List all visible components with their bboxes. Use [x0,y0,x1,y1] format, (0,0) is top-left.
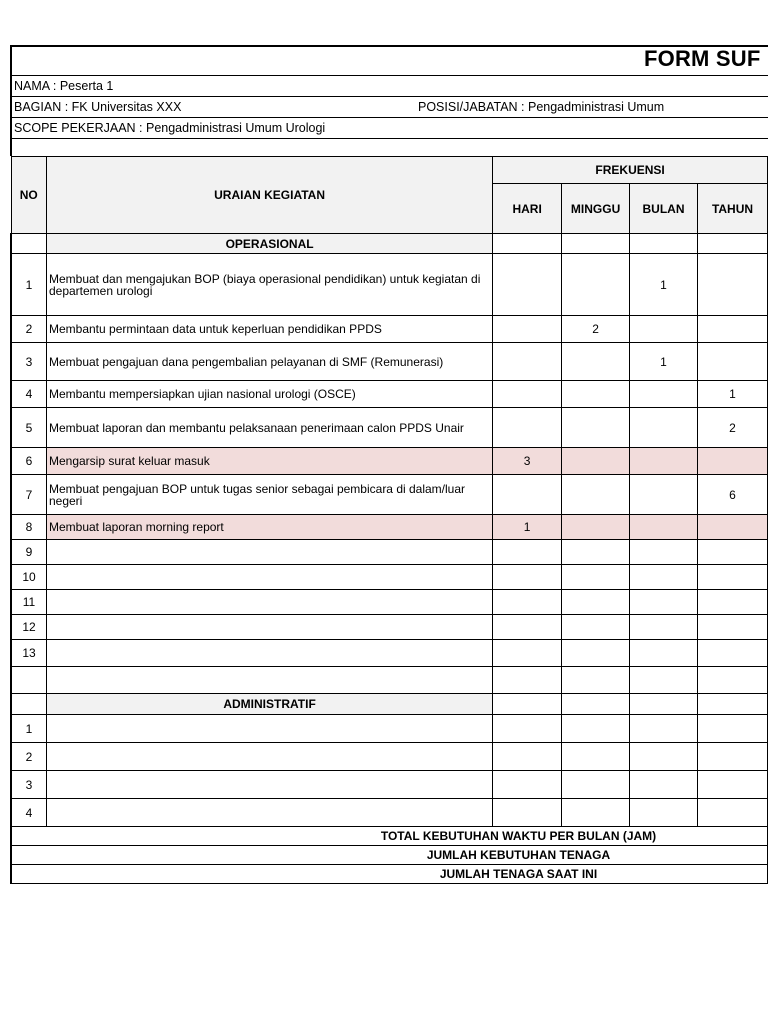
row-bulan [630,381,698,408]
row-no: 13 [11,640,46,667]
row-minggu [562,540,630,565]
row-minggu [562,590,630,615]
table-row [11,565,768,590]
row-bulan [630,515,698,540]
jumlah-tenaga-saat-ini: JUMLAH TENAGA SAAT INI [11,865,768,884]
table-row [11,475,768,515]
row-bulan [630,615,698,640]
title-row [10,45,768,75]
scope-row [10,117,768,138]
row-hari: 1 [493,515,562,540]
row-hari [493,475,562,515]
row-minggu: 2 [562,316,630,343]
blank-table-row [11,667,768,694]
row-no: 12 [11,615,46,640]
table-row [11,448,768,475]
table-row [11,515,768,540]
row-description: Membuat laporan dan membantu pelaksanaan penerimaan calon PPDS Unair [46,408,492,448]
row-tahun [697,540,767,565]
row-tahun: 6 [697,475,767,515]
row-no: 10 [11,565,46,590]
row-bulan [630,408,698,448]
row-minggu [562,565,630,590]
admin-row [11,743,768,771]
row-bulan [630,640,698,667]
row-tahun [697,343,767,381]
nama-label: NAMA : Peserta 1 [14,79,114,93]
header-minggu: MINGGU [562,184,630,234]
admin-row [11,771,768,799]
row-hari [493,381,562,408]
table-row [11,640,768,667]
jumlah-kebutuhan-tenaga: JUMLAH KEBUTUHAN TENAGA [11,846,768,865]
row-hari [493,615,562,640]
row-bulan [630,540,698,565]
row-no: 2 [11,316,46,343]
row-tahun [697,316,767,343]
admin-row-no: 4 [11,799,46,827]
row-tahun [697,254,767,316]
row-no: 11 [11,590,46,615]
jumlah-tenaga-saat-ini-row [11,865,768,884]
row-minggu [562,343,630,381]
row-bulan [630,316,698,343]
header-tahun: TAHUN [697,184,767,234]
row-no: 5 [11,408,46,448]
blank-row [10,138,768,156]
row-hari [493,590,562,615]
row-hari [493,254,562,316]
row-description: Membantu mempersiapkan ujian nasional urologi (OSCE) [46,381,492,408]
row-minggu [562,640,630,667]
row-tahun [697,640,767,667]
nama-row [10,75,768,96]
row-minggu [562,475,630,515]
table-row [11,615,768,640]
row-minggu [562,615,630,640]
table-row [11,316,768,343]
row-minggu [562,381,630,408]
row-description: Mengarsip surat keluar masuk [46,448,492,475]
section-administratif-row [11,694,768,715]
scope-label: SCOPE PEKERJAAN : Pengadministrasi Umum Urologi [14,121,326,135]
row-minggu [562,448,630,475]
row-bulan [630,448,698,475]
row-no: 9 [11,540,46,565]
admin-row [11,715,768,743]
row-minggu [562,515,630,540]
row-description: Membuat laporan morning report [46,515,492,540]
row-no: 1 [11,254,46,316]
row-tahun [697,590,767,615]
row-description [46,615,492,640]
form-title: FORM SUF [644,46,761,71]
row-description [46,590,492,615]
row-bulan [630,475,698,515]
activity-table [10,156,768,884]
row-tahun: 2 [697,408,767,448]
row-description: Membuat pengajuan dana pengembalian pelayanan di SMF (Remunerasi) [46,343,492,381]
row-hari [493,343,562,381]
row-no: 7 [11,475,46,515]
header-no: NO [11,157,46,234]
posisi-label: POSISI/JABATAN : Pengadministrasi Umum [418,100,665,114]
row-bulan [630,565,698,590]
row-description: Membantu permintaan data untuk keperluan pendidikan PPDS [46,316,492,343]
row-tahun [697,515,767,540]
row-tahun [697,565,767,590]
table-row [11,590,768,615]
table-row [11,540,768,565]
row-no: 6 [11,448,46,475]
row-description: Membuat dan mengajukan BOP (biaya operasional pendidikan) untuk kegiatan di departemen urologi [46,254,492,316]
row-description: Membuat pengajuan BOP untuk tugas senior sebagai pembicara di dalam/luar negeri [46,475,492,515]
row-bulan: 1 [630,343,698,381]
row-description [46,640,492,667]
row-minggu [562,408,630,448]
header-uraian: URAIAN KEGIATAN [46,157,492,234]
table-row [11,408,768,448]
row-no: 4 [11,381,46,408]
row-hari [493,316,562,343]
row-minggu [562,254,630,316]
section-administratif: ADMINISTRATIF [46,694,492,715]
table-row [11,254,768,316]
bagian-row [10,96,768,117]
admin-row [11,799,768,827]
row-tahun [697,615,767,640]
section-operasional-row [11,234,768,254]
row-no: 3 [11,343,46,381]
row-hari [493,640,562,667]
table-row [11,343,768,381]
row-bulan: 1 [630,254,698,316]
row-description [46,565,492,590]
admin-row-no: 3 [11,771,46,799]
table-row [11,381,768,408]
row-hari [493,540,562,565]
row-tahun [697,448,767,475]
section-operasional: OPERASIONAL [46,234,492,254]
row-hari [493,565,562,590]
admin-row-no: 1 [11,715,46,743]
bagian-label: BAGIAN : FK Universitas XXX [14,100,182,114]
header-bulan: BULAN [630,184,698,234]
row-hari: 3 [493,448,562,475]
header-frekuensi: FREKUENSI [493,157,768,184]
row-no: 8 [11,515,46,540]
total-kebutuhan-waktu: TOTAL KEBUTUHAN WAKTU PER BULAN (JAM) [11,827,768,846]
row-bulan [630,590,698,615]
row-description [46,540,492,565]
header-hari: HARI [493,184,562,234]
admin-row-no: 2 [11,743,46,771]
total-kebutuhan-waktu-row [11,827,768,846]
row-hari [493,408,562,448]
jumlah-kebutuhan-tenaga-row [11,846,768,865]
row-tahun: 1 [697,381,767,408]
